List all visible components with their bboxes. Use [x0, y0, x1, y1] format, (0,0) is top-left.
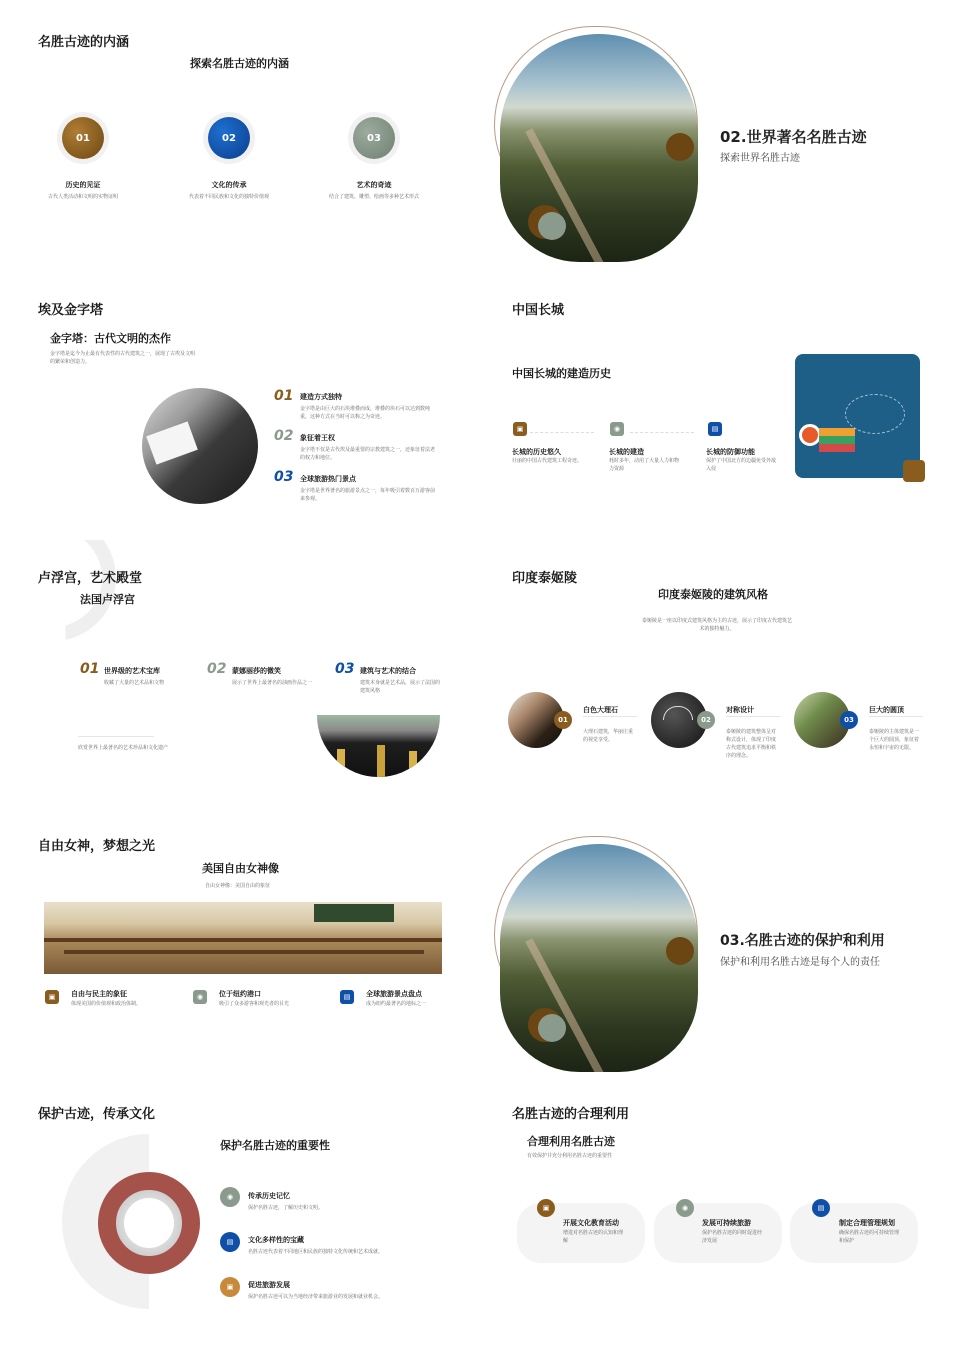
slide-4 — [480, 270, 960, 538]
intro-text: 泰姬陵是一座以印度式建筑风格为主的古迹，展示了印度古代建筑艺术的独特魅力。 — [642, 618, 793, 632]
item-title: 世界级的艺术宝库 — [104, 667, 160, 675]
item-desc: 吸引了众多游客和观光者的目光 — [219, 1001, 290, 1007]
item-title: 位于纽约港口 — [219, 990, 261, 998]
item-title: 全球旅游景点盘点 — [366, 990, 422, 998]
item-desc: 展示了世界上最著名的油画作品之一 — [232, 680, 313, 686]
section-title: 03.名胜古迹的保护和利用 — [720, 933, 885, 949]
item-title: 蒙娜丽莎的微笑 — [232, 667, 281, 675]
item-desc: 泰姬陵的主体建筑是一个巨大的圆顶，象征着永恒和宇宙的无限。 — [869, 729, 920, 751]
slide-8 — [480, 810, 960, 1078]
slide-subtitle: 保护名胜古迹的重要性 — [220, 1139, 330, 1152]
item-desc: 壮丽的中国古代建筑工程奇迹。 — [512, 458, 583, 464]
item-title: 长城的防御功能 — [706, 448, 755, 456]
item-desc: 收藏了大量的艺术品和文物 — [104, 680, 165, 686]
item-title: 传承历史记忆 — [248, 1192, 290, 1200]
number-badge: 03 — [840, 711, 858, 729]
item-title: 自由与民主的象征 — [71, 990, 127, 998]
intro-text: 有效保护并充分利用名胜古迹的重要性 — [527, 1153, 613, 1159]
slide-subtitle: 金字塔：古代文明的杰作 — [50, 332, 171, 345]
item-title: 制定合理管理规划 — [839, 1219, 895, 1227]
circle-icon: ◉ — [220, 1187, 240, 1207]
item-number: 03 — [335, 661, 355, 677]
item-title: 对称设计 — [726, 706, 754, 714]
book-icon: ▤ — [220, 1232, 240, 1252]
circle-icon: ◉ — [193, 990, 207, 1004]
circle-icon: ◉ — [610, 422, 624, 436]
number-badge: 03 — [353, 117, 395, 159]
item-desc: 增进对名胜古迹的认知和理解 — [563, 1230, 624, 1244]
item-title: 长城的历史悠久 — [512, 448, 561, 456]
intro-text: 金字塔是迄今为止最有代表性的古代建筑之一，展现了古埃及文明的繁荣和创造力。 — [50, 351, 196, 365]
number-badge: 02 — [208, 117, 250, 159]
item-desc: 代表着不同民族和文化的独特价值观 — [188, 194, 269, 200]
slide-subtitle: 合理利用名胜古迹 — [527, 1135, 615, 1148]
book-icon: ▤ — [340, 990, 354, 1004]
slide-7 — [0, 810, 480, 1078]
item-number: 01 — [80, 661, 100, 677]
slide-title: 印度泰姬陵 — [512, 571, 578, 586]
book-icon: ▤ — [812, 1199, 830, 1217]
graduation-photo — [317, 715, 440, 777]
student-photo — [142, 388, 258, 504]
slide-2 — [480, 0, 960, 268]
item-desc: 保护了中国北方的边疆免受外敌入侵 — [706, 458, 777, 472]
item-title: 全球旅游热门景点 — [300, 475, 356, 483]
brown-dot — [666, 133, 694, 161]
slide-6 — [480, 540, 960, 808]
item-title: 长城的建造 — [609, 448, 644, 456]
item-desc: 名胜古迹代表着不同地区和民族的独特文化传统和艺术成就。 — [248, 1249, 384, 1255]
slide-3 — [0, 270, 480, 538]
item-desc: 结合了建筑、雕塑、绘画等多种艺术形式 — [328, 194, 419, 200]
image-icon: ▣ — [45, 990, 59, 1004]
footer-text: 欣赏世界上最著名的艺术珍品和文化遗产 — [78, 745, 169, 751]
slide-subtitle: 美国自由女神像 — [202, 862, 279, 875]
slide-title: 自由女神，梦想之光 — [38, 839, 156, 854]
number-badge: 02 — [697, 711, 715, 729]
slide-subtitle: 中国长城的建造历史 — [512, 367, 611, 380]
slide-10 — [480, 1080, 960, 1348]
item-desc: 大理石建筑，华丽庄重的视觉享受。 — [583, 729, 634, 743]
slide-title: 名胜古迹的合理利用 — [512, 1107, 630, 1122]
item-number: 01 — [274, 388, 294, 404]
item-desc: 金字塔不仅是古代埃及最重要的宗教建筑之一，还象征着法老的权力和地位。 — [300, 447, 436, 461]
slide-title: 保护古迹，传承文化 — [38, 1107, 156, 1122]
item-title: 历史的见证 — [65, 181, 101, 189]
item-number: 02 — [207, 661, 227, 677]
section-subtitle: 保护和利用名胜古迹是每个人的责任 — [720, 957, 880, 968]
section-title: 02.世界著名名胜古迹 — [720, 128, 867, 146]
item-title: 象征着王权 — [300, 434, 335, 442]
slide-title: 中国长城 — [512, 303, 565, 318]
slide-subtitle: 印度泰姬陵的建筑风格 — [658, 588, 768, 601]
slide-9 — [0, 1080, 480, 1348]
number-badge: 01 — [62, 117, 104, 159]
item-title: 巨大的圆顶 — [869, 706, 904, 714]
item-title: 白色大理石 — [583, 706, 618, 714]
image-icon: ▣ — [513, 422, 527, 436]
intro-text: 自由女神像：美国自由的象征 — [205, 883, 271, 889]
item-desc: 体现美国的价值观和政治体制。 — [71, 1001, 142, 1007]
item-title: 发展可持续旅游 — [702, 1219, 751, 1227]
book-icon: ▤ — [708, 422, 722, 436]
slide-subtitle: 探索名胜古迹的内涵 — [190, 57, 289, 70]
item-title: 艺术的奇迹 — [356, 181, 392, 189]
circle-icon: ◉ — [676, 1199, 694, 1217]
item-number: 02 — [274, 428, 294, 444]
item-title: 建造方式独特 — [300, 393, 342, 401]
item-desc: 确保名胜古迹的可持续管理和保护 — [839, 1230, 900, 1244]
item-desc: 保护名胜古迹，了解历史和文明。 — [248, 1205, 324, 1211]
item-desc: 耗时多年，动用了大量人力和物力资源 — [609, 458, 680, 472]
brown-dot — [666, 937, 694, 965]
slide-subtitle: 法国卢浮宫 — [80, 593, 135, 606]
item-title: 建筑与艺术的结合 — [360, 667, 416, 675]
item-desc: 泰姬陵的建筑整体呈对称式设计，体现了印度古代建筑追求平衡和秩序的理念。 — [726, 729, 777, 759]
item-desc: 保护名胜古迹的同时促进经济发展 — [702, 1230, 763, 1244]
education-illustration — [795, 354, 920, 478]
item-desc: 古代人类活动和文明的实物证明 — [47, 194, 118, 200]
item-number: 03 — [274, 469, 294, 485]
slide-title: 埃及金字塔 — [38, 303, 104, 318]
classroom-photo — [44, 902, 442, 974]
sage-dot — [538, 212, 566, 240]
section-subtitle: 探索世界名胜古迹 — [720, 153, 800, 164]
item-title: 开展文化教育活动 — [563, 1219, 619, 1227]
image-icon: ▣ — [220, 1277, 240, 1297]
item-desc: 成为纽约最著名的地标之一 — [366, 1001, 427, 1007]
item-desc: 金字塔是世界著名的旅游景点之一，每年吸引着数百万游客前来参观。 — [300, 488, 436, 502]
sage-dot — [538, 1014, 566, 1042]
slide-5 — [0, 540, 480, 808]
item-desc: 建筑本身就是艺术品，展示了法国的建筑风格 — [360, 680, 441, 694]
item-desc: 保护名胜古迹可以为当地经济带来旅游业的发展和就业机会。 — [248, 1294, 384, 1300]
item-desc: 金字塔是由巨大的石块堆叠而成，堆叠的块石可以达到数吨重，这种方式在当时可以称之为奇迹。 — [300, 406, 431, 420]
accent-square — [903, 460, 925, 482]
item-title: 文化的传承 — [211, 181, 247, 189]
slide-title: 卢浮宫，艺术殿堂 — [38, 571, 143, 586]
item-title: 促进旅游发展 — [248, 1281, 290, 1289]
image-icon: ▣ — [537, 1199, 555, 1217]
number-badge: 01 — [554, 711, 572, 729]
item-title: 文化多样性的宝藏 — [248, 1236, 304, 1244]
slide-title: 名胜古迹的内涵 — [38, 35, 130, 50]
slide-1 — [0, 0, 480, 268]
